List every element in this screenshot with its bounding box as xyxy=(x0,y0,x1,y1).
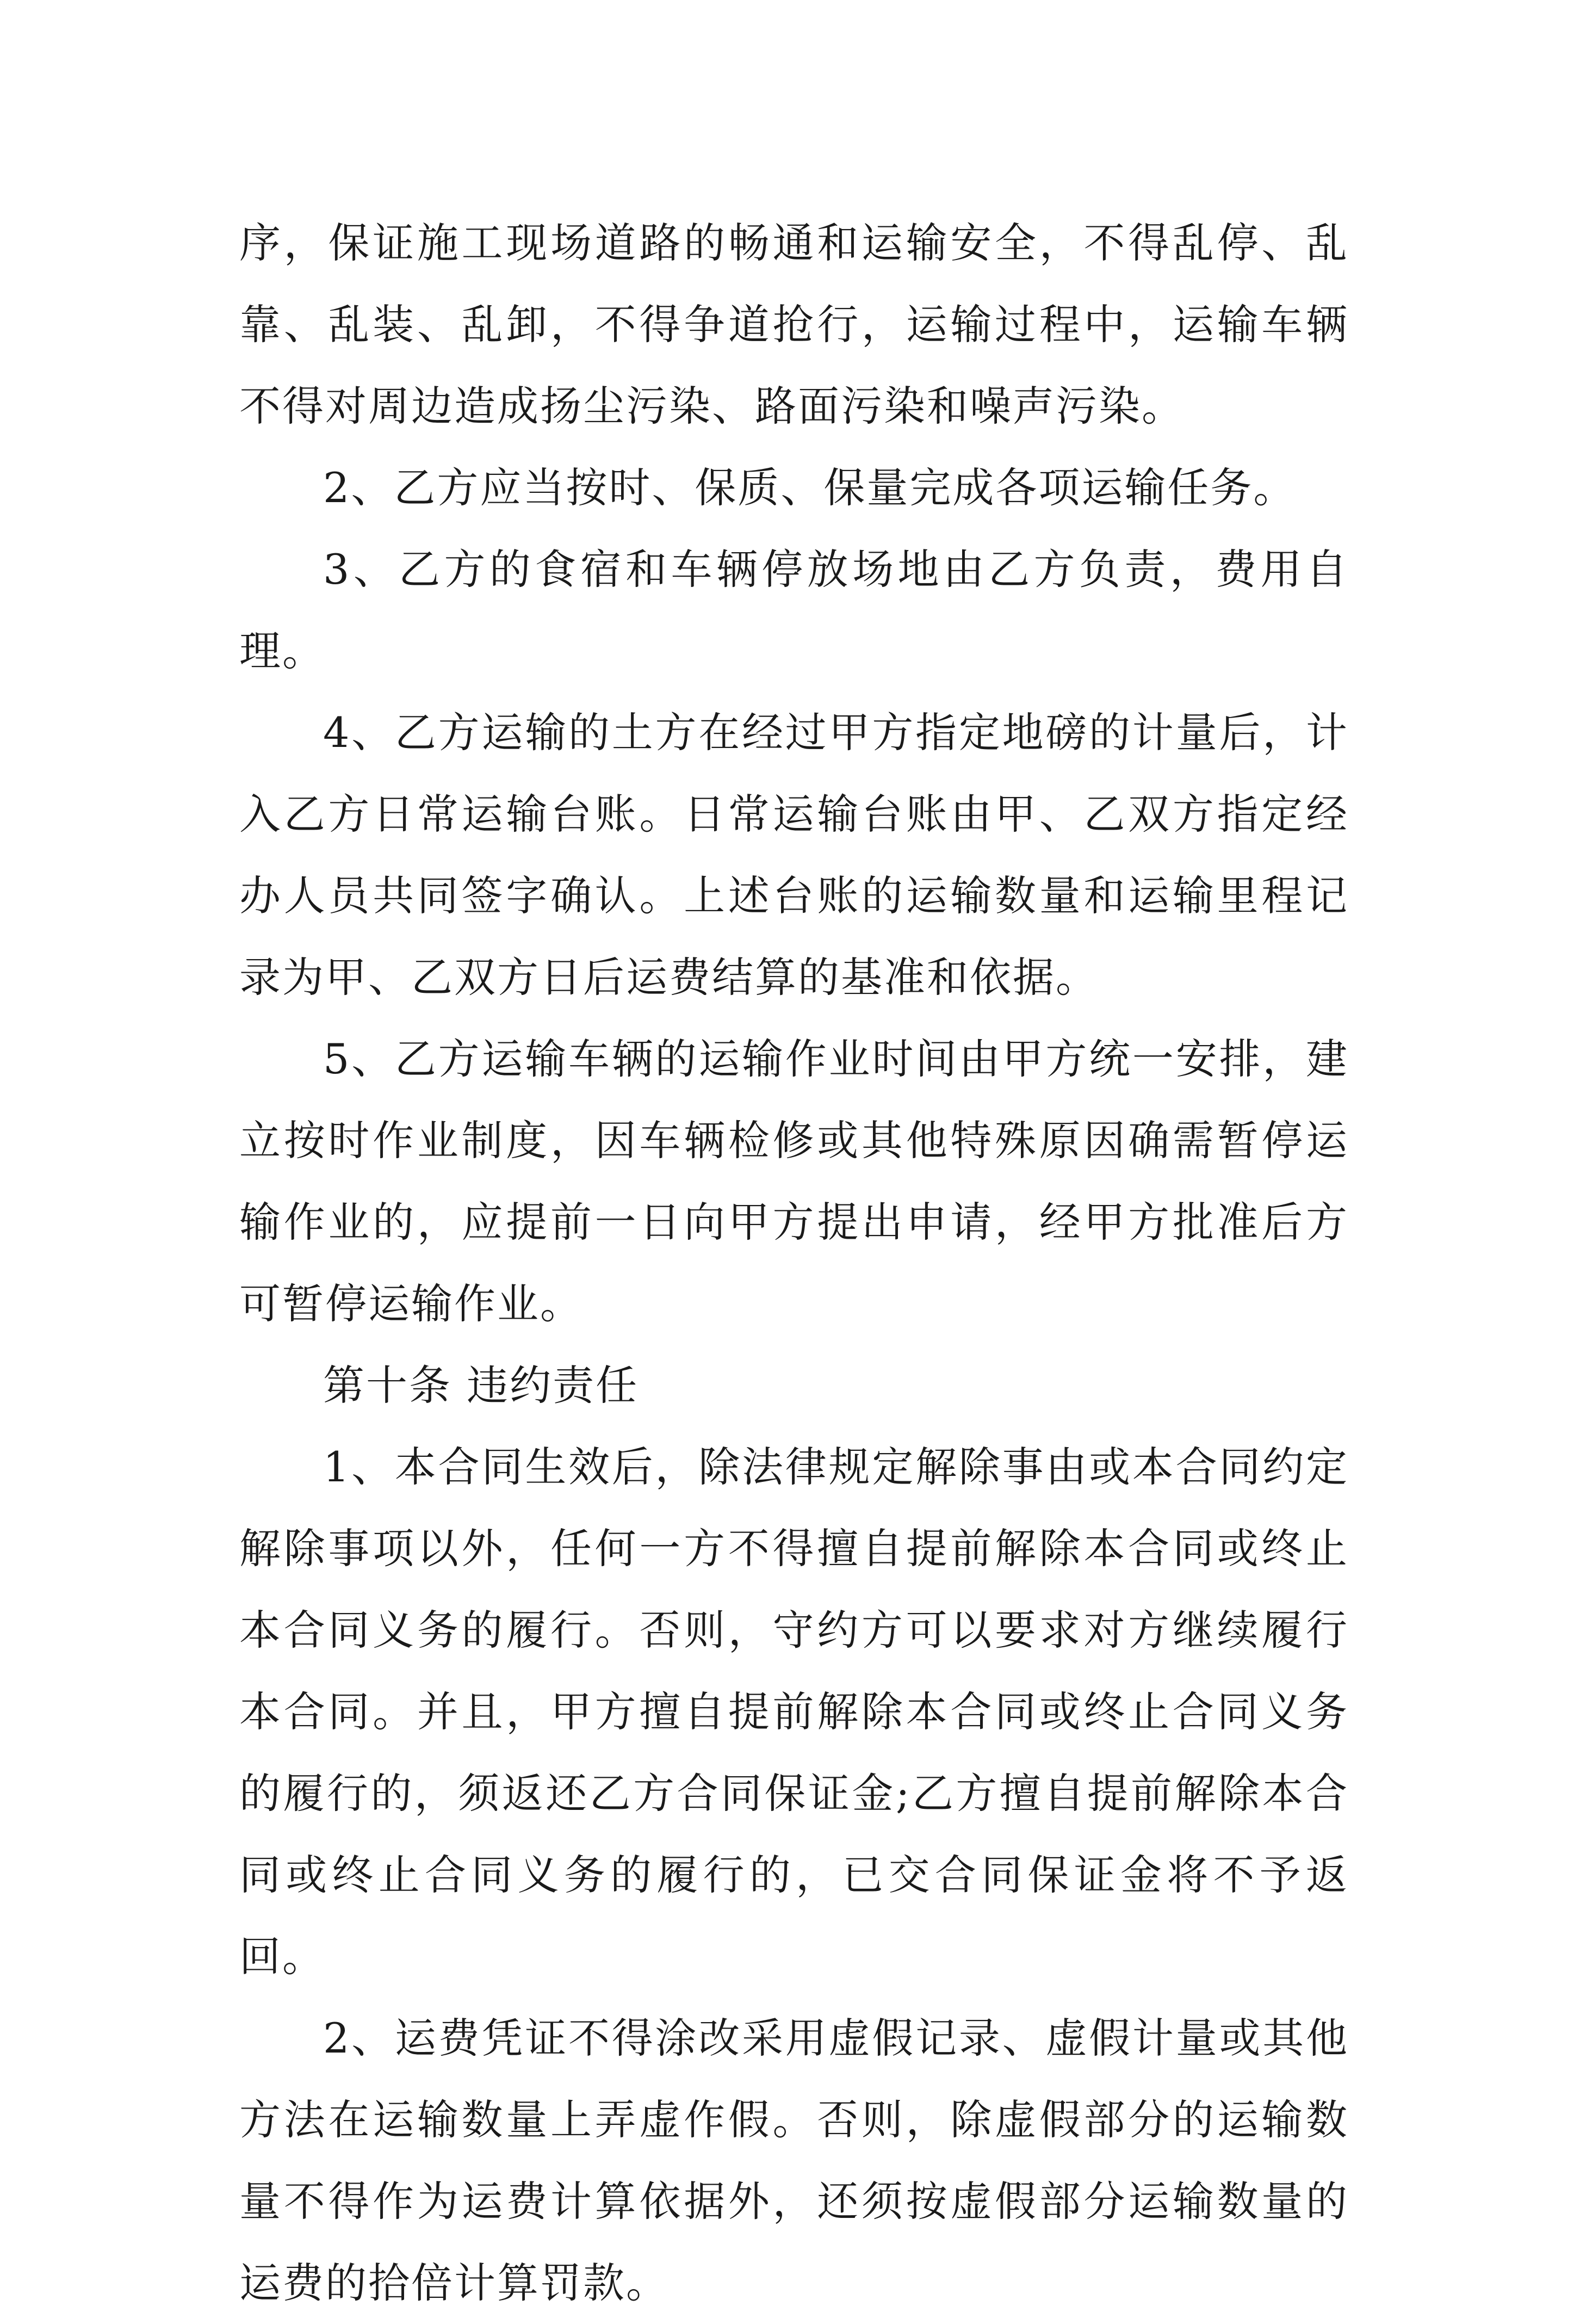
paragraph-item-2: 2、乙方应当按时、保质、保量完成各项运输任务。 xyxy=(323,463,1297,512)
paragraph-item-5: 5、乙方运输车辆的运输作业时间由甲方统一安排，建立按时作业制度，因车辆检修或其他特殊原因确需暂停运输作业的，应提前一日向甲方提出申请，经甲方批准后方可暂停运输作业。 xyxy=(239,1035,1349,1328)
paragraph-breach-1: 1、本合同生效后，除法律规定解除事由或本合同约定解除事项以外，任何一方不得擅自提前解除本合同或终止本合同义务的履行。否则，守约方可以要求对方继续履行本合同。并且，甲方擅自提前解除本合同或终止合同义务的履行的，须返还乙方合同保证金;乙方擅自提前解除本合同或终止合同义务的履行的，已交合同保证金将不予返回。 xyxy=(239,1443,1349,1981)
paragraph-item-3: 3、乙方的食宿和车辆停放场地由乙方负责，费用自理。 xyxy=(239,545,1349,675)
paragraph-item-4: 4、乙方运输的土方在经过甲方指定地磅的计量后，计入乙方日常运输台账。日常运输台账由甲、乙双方指定经办人员共同签字确认。上述台账的运输数量和运输里程记录为甲、乙双方日后运费结算的基准和依据。 xyxy=(239,708,1349,1002)
paragraph-continuation: 序，保证施工现场道路的畅通和运输安全，不得乱停、乱靠、乱装、乱卸，不得争道抢行，运输过程中，运输车辆不得对周边造成扬尘污染、路面污染和噪声污染。 xyxy=(239,219,1349,430)
paragraph-breach-2: 2、运费凭证不得涂改采用虚假记录、虚假计量或其他方法在运输数量上弄虚作假。否则，除虚假部分的运输数量不得作为运费计算依据外，还须按虚假部分运输数量的运费的拾倍计算罚款。 xyxy=(239,2014,1349,2307)
section-heading-article-10: 第十条 违约责任 xyxy=(323,1361,639,1410)
document-body xyxy=(239,202,1349,2324)
